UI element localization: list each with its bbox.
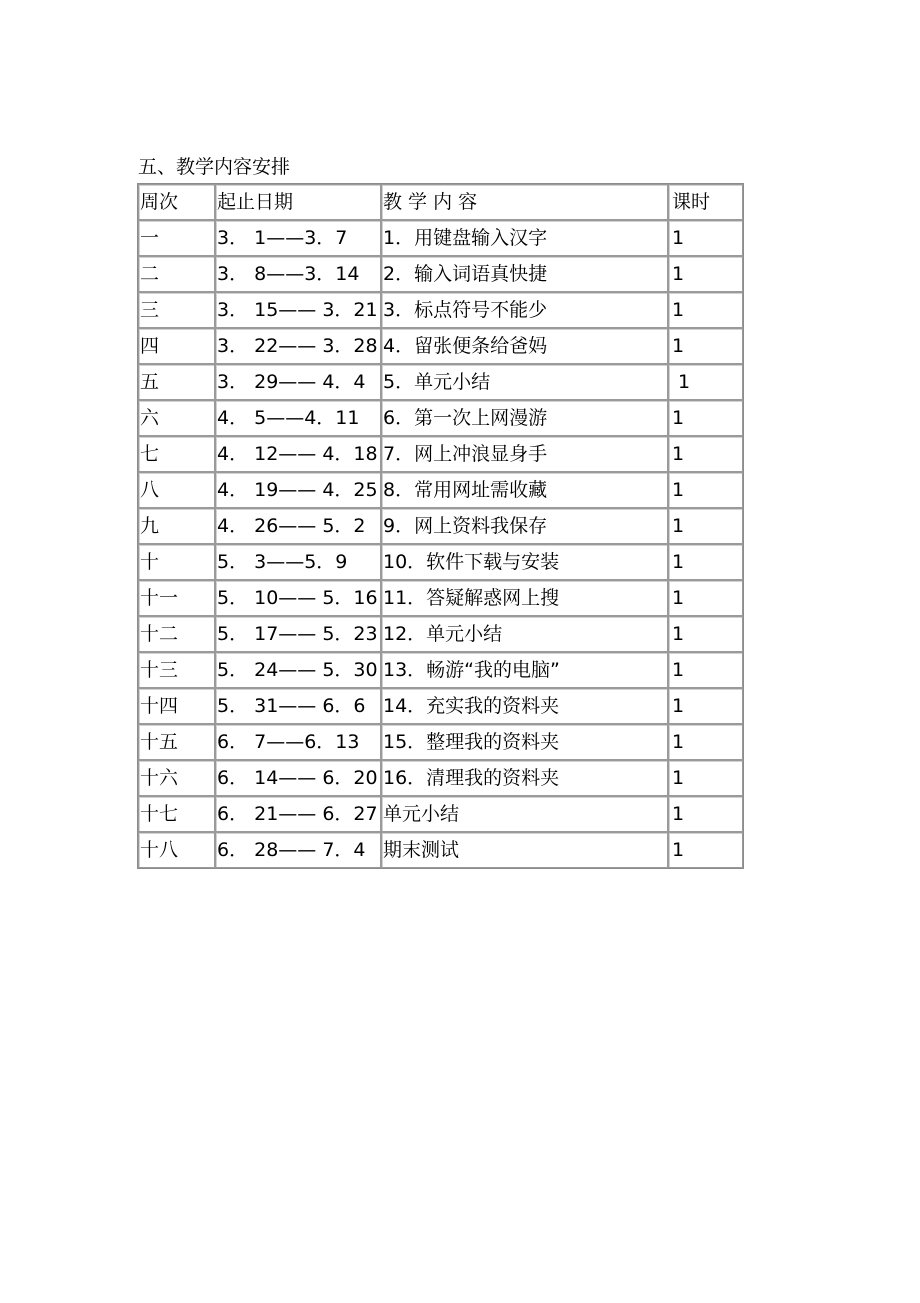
header-content: 教 学 内 容 — [381, 184, 668, 220]
table-row — [138, 508, 743, 544]
week-cell: 十一 — [138, 580, 215, 616]
hours-cell: 1 — [668, 436, 743, 472]
dates-cell: 6． 7——6．13 — [215, 724, 381, 760]
table-row — [138, 256, 743, 292]
week-cell: 十 — [138, 544, 215, 580]
table-row — [138, 544, 743, 580]
dates-cell: 3． 1——3．7 — [215, 220, 381, 256]
week-cell: 七 — [138, 436, 215, 472]
section-title: 五、教学内容安排 — [138, 156, 291, 178]
hours-cell: 1 — [668, 364, 743, 400]
content-cell: 14．充实我的资料夹 — [381, 688, 668, 724]
header-week: 周次 — [138, 184, 215, 220]
table-row — [138, 796, 743, 832]
content-cell: 3．标点符号不能少 — [381, 292, 668, 328]
hours-cell: 1 — [668, 652, 743, 688]
week-cell: 十三 — [138, 652, 215, 688]
week-cell: 十七 — [138, 796, 215, 832]
header-dates: 起止日期 — [215, 184, 381, 220]
week-cell: 九 — [138, 508, 215, 544]
teaching-schedule-table — [137, 183, 744, 869]
week-cell: 十二 — [138, 616, 215, 652]
content-cell: 12．单元小结 — [381, 616, 668, 652]
dates-cell: 6． 21—— 6．27 — [215, 796, 381, 832]
dates-cell: 4． 5——4．11 — [215, 400, 381, 436]
week-cell: 八 — [138, 472, 215, 508]
week-cell: 二 — [138, 256, 215, 292]
dates-cell: 4． 26—— 5．2 — [215, 508, 381, 544]
table-row — [138, 328, 743, 364]
dates-cell: 4． 12—— 4．18 — [215, 436, 381, 472]
dates-cell: 5． 10—— 5．16 — [215, 580, 381, 616]
hours-cell: 1 — [668, 508, 743, 544]
week-cell: 十八 — [138, 832, 215, 868]
hours-cell: 1 — [668, 472, 743, 508]
table-row — [138, 724, 743, 760]
hours-cell: 1 — [668, 220, 743, 256]
dates-cell: 3． 29—— 4．4 — [215, 364, 381, 400]
dates-cell: 5． 31—— 6．6 — [215, 688, 381, 724]
table-row — [138, 436, 743, 472]
content-cell: 2．输入词语真快捷 — [381, 256, 668, 292]
week-cell: 十六 — [138, 760, 215, 796]
content-cell: 13．畅游“我的电脑” — [381, 652, 668, 688]
hours-cell: 1 — [668, 256, 743, 292]
week-cell: 一 — [138, 220, 215, 256]
hours-cell: 1 — [668, 580, 743, 616]
dates-cell: 5． 17—— 5．23 — [215, 616, 381, 652]
hours-cell: 1 — [668, 616, 743, 652]
table-row — [138, 220, 743, 256]
content-cell: 9．网上资料我保存 — [381, 508, 668, 544]
table-header-row — [138, 184, 743, 220]
hours-cell: 1 — [668, 832, 743, 868]
hours-cell: 1 — [668, 544, 743, 580]
table-row — [138, 688, 743, 724]
content-cell: 4．留张便条给爸妈 — [381, 328, 668, 364]
table-row — [138, 580, 743, 616]
dates-cell: 3． 15—— 3．21 — [215, 292, 381, 328]
table-row — [138, 472, 743, 508]
content-cell: 15．整理我的资料夹 — [381, 724, 668, 760]
table-row — [138, 616, 743, 652]
hours-cell: 1 — [668, 724, 743, 760]
dates-cell: 4． 19—— 4．25 — [215, 472, 381, 508]
content-cell: 1．用键盘输入汉字 — [381, 220, 668, 256]
header-hours: 课时 — [668, 184, 743, 220]
content-cell: 期末测试 — [381, 832, 668, 868]
content-cell: 5．单元小结 — [381, 364, 668, 400]
table-row — [138, 364, 743, 400]
hours-cell: 1 — [668, 796, 743, 832]
dates-cell: 5． 24—— 5．30 — [215, 652, 381, 688]
content-cell: 7．网上冲浪显身手 — [381, 436, 668, 472]
hours-cell: 1 — [668, 328, 743, 364]
table-row — [138, 292, 743, 328]
dates-cell: 3． 8——3．14 — [215, 256, 381, 292]
hours-cell: 1 — [668, 760, 743, 796]
content-cell: 10．软件下载与安装 — [381, 544, 668, 580]
table-row — [138, 832, 743, 868]
table-row — [138, 760, 743, 796]
content-cell: 11．答疑解惑网上搜 — [381, 580, 668, 616]
dates-cell: 6． 28—— 7．4 — [215, 832, 381, 868]
week-cell: 十四 — [138, 688, 215, 724]
dates-cell: 3． 22—— 3．28 — [215, 328, 381, 364]
week-cell: 五 — [138, 364, 215, 400]
content-cell: 8．常用网址需收藏 — [381, 472, 668, 508]
dates-cell: 5． 3——5．9 — [215, 544, 381, 580]
week-cell: 六 — [138, 400, 215, 436]
content-cell: 6．第一次上网漫游 — [381, 400, 668, 436]
table-row — [138, 652, 743, 688]
week-cell: 四 — [138, 328, 215, 364]
content-cell: 16．清理我的资料夹 — [381, 760, 668, 796]
week-cell: 三 — [138, 292, 215, 328]
hours-cell: 1 — [668, 400, 743, 436]
content-cell: 单元小结 — [381, 796, 668, 832]
hours-cell: 1 — [668, 292, 743, 328]
hours-cell: 1 — [668, 688, 743, 724]
dates-cell: 6． 14—— 6．20 — [215, 760, 381, 796]
week-cell: 十五 — [138, 724, 215, 760]
table-row — [138, 400, 743, 436]
